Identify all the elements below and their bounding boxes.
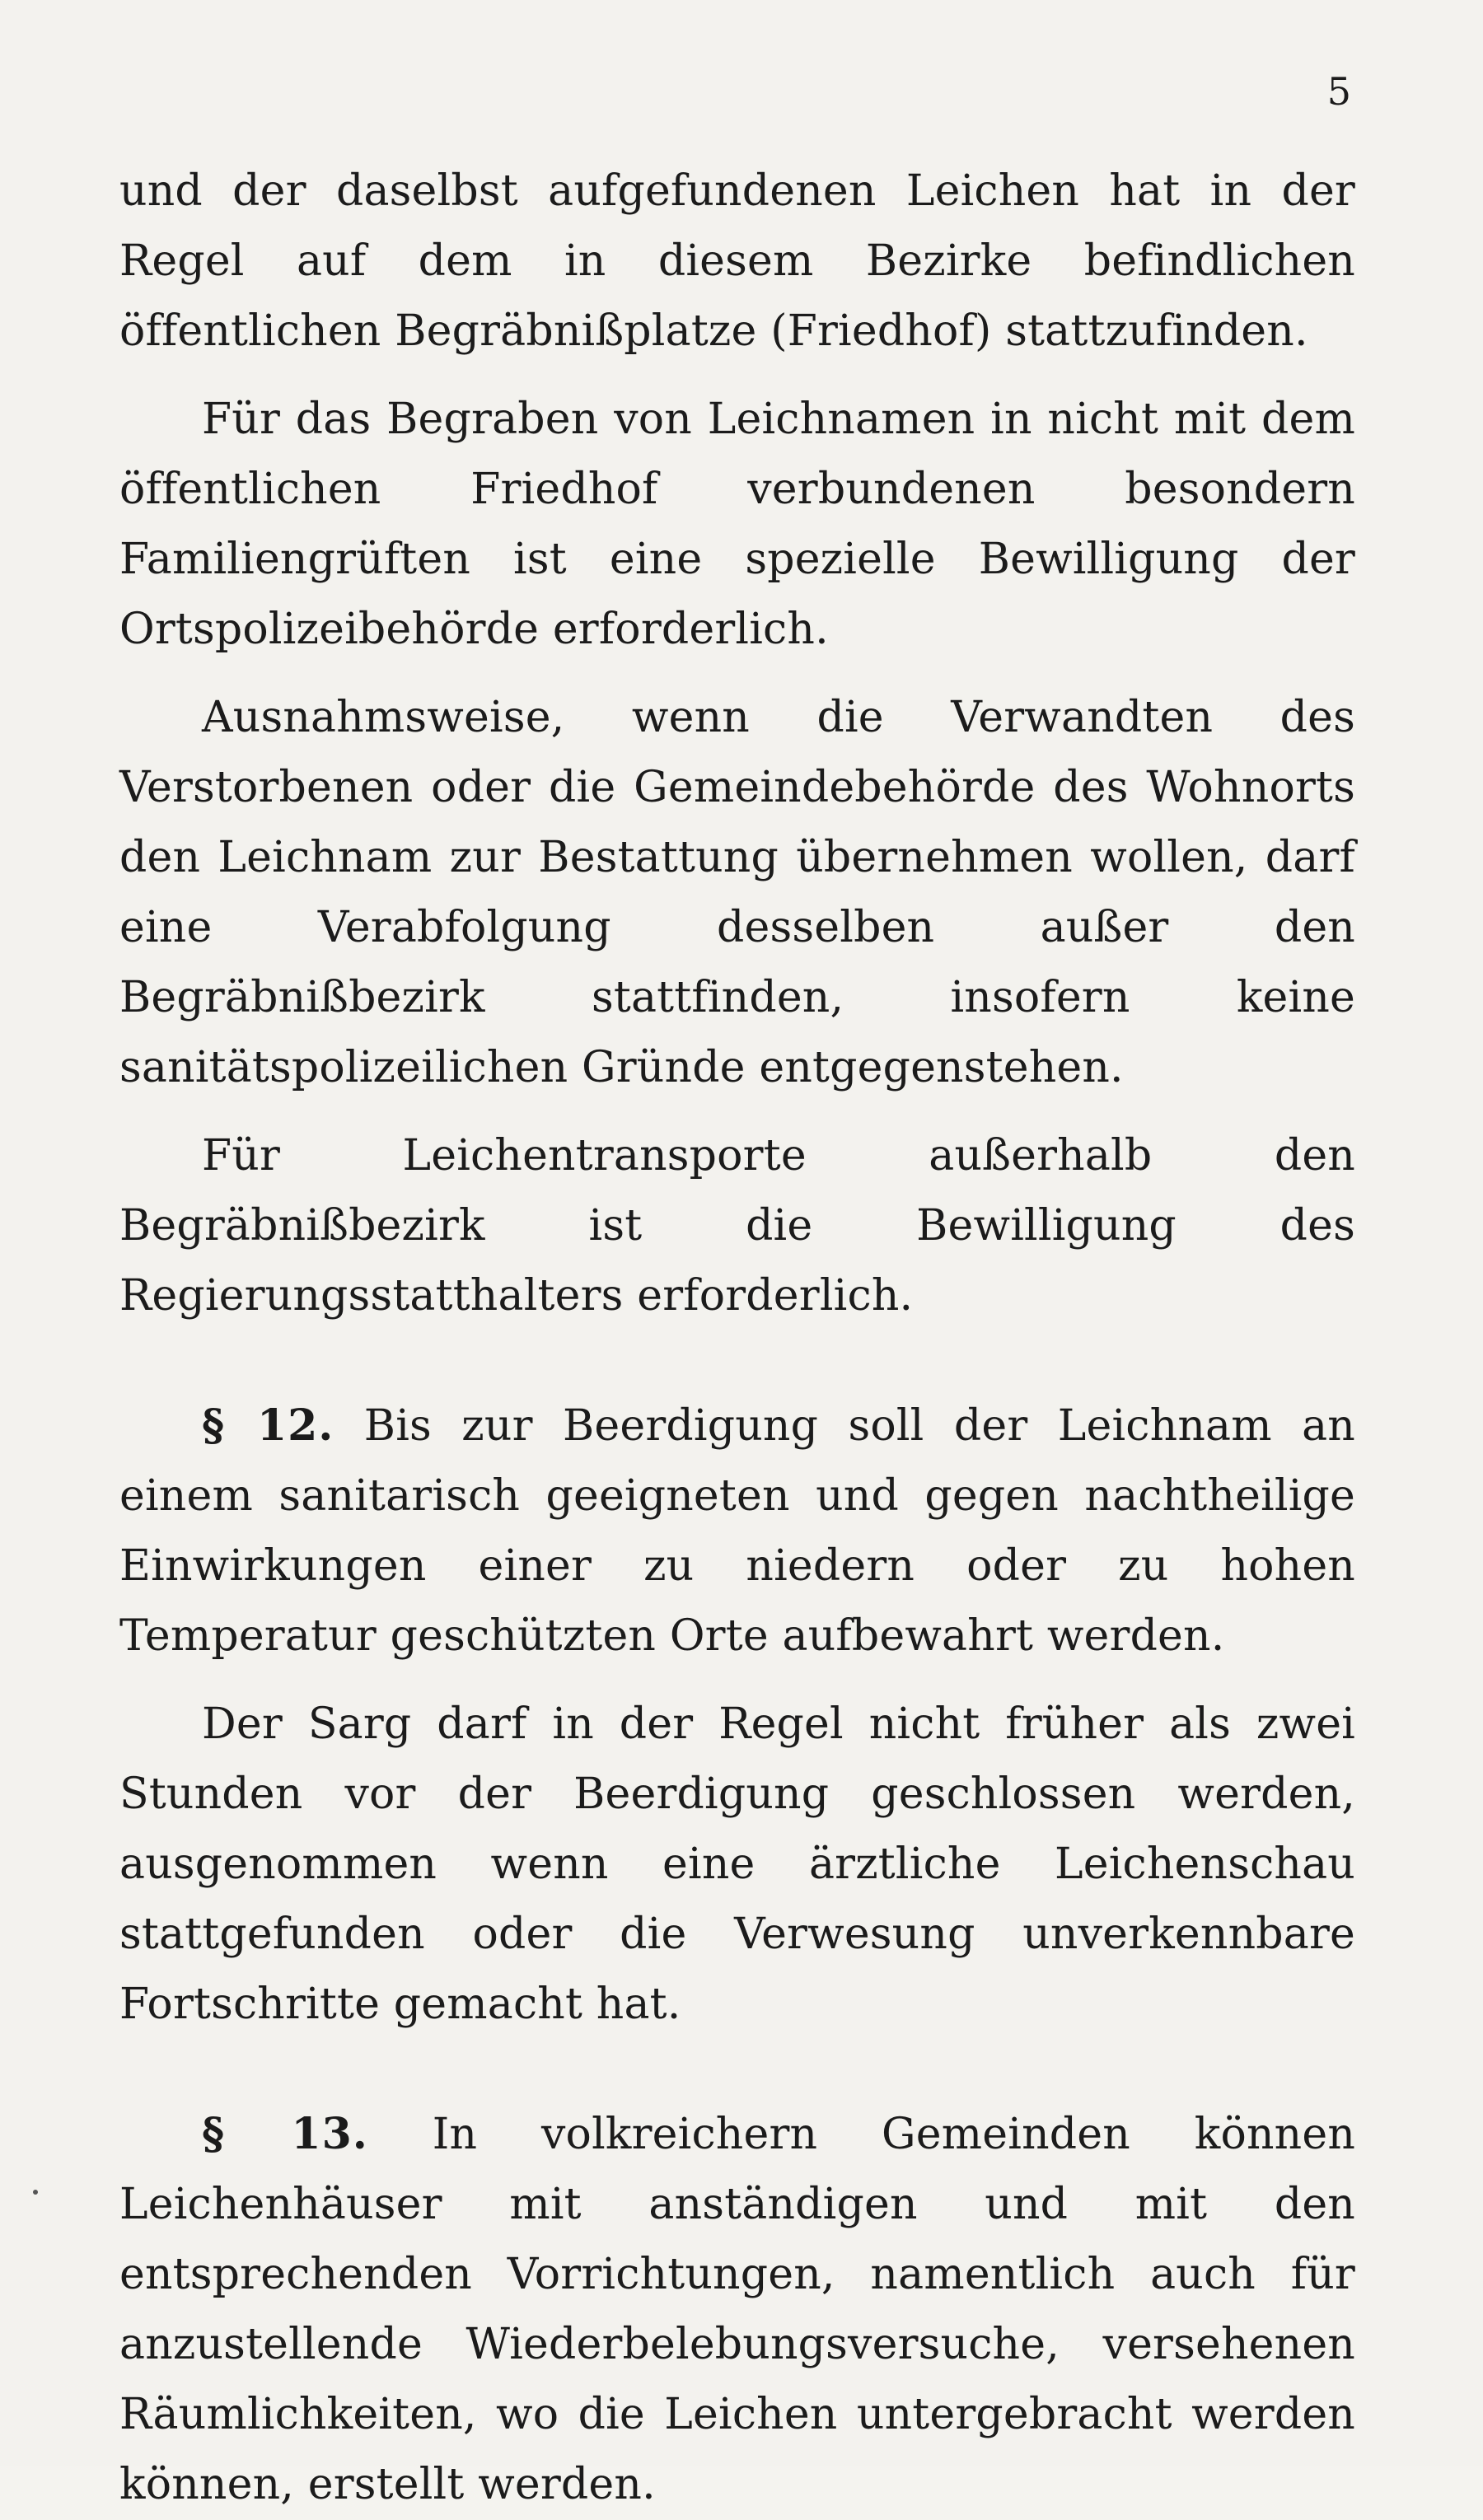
paragraph-4-text: Für Leichentransporte außerhalb den Begräbnißbezirk ist die Bewilligung des Regierungsstatthalters erforderlich. xyxy=(119,1131,1355,1321)
paragraph-2 xyxy=(119,385,1355,665)
page-number: 5 xyxy=(1326,69,1351,114)
paragraph-6 xyxy=(119,1690,1355,2040)
section-12-paragraph xyxy=(119,1391,1355,1671)
section-13-heading: § 13. xyxy=(202,2109,368,2159)
paragraph-2-text: Für das Begraben von Leichnamen in nicht mit dem öffentlichen Friedhof verbundenen besondern Familiengrüften ist eine spezielle Bewilligung der Ortspolizeibehörde erforderlich. xyxy=(119,395,1355,654)
paragraph-6-text: Der Sarg darf in der Regel nicht früher als zwei Stunden vor der Beerdigung geschlossen werden, ausgenommen wenn eine ärztliche Leichenschau stattgefunden oder die Verwesung unverkennbare Fortschritte gemacht hat. xyxy=(119,1699,1355,2029)
section-12-text: Bis zur Beerdigung soll der Leichnam an einem sanitarisch geeigneten und gegen nachtheilige Einwirkungen einer zu niedern oder zu hohen Temperatur geschützten Orte aufbewahrt werden. xyxy=(119,1401,1355,1661)
paragraph-1 xyxy=(119,157,1355,367)
paragraph-3-text: Ausnahmsweise, wenn die Verwandten des Verstorbenen oder die Gemeindebehörde des Wohnorts den Leichnam zur Bestattung übernehmen wollen, darf eine Verabfolgung desselben außer den Begräbnißbezirk stattfinden, insofern keine sanitätspolizeilichen Gründe entgegenstehen. xyxy=(119,693,1355,1092)
paragraph-1-text: und der daselbst aufgefundenen Leichen hat in der Regel auf dem in diesem Bezirke befindlichen öffentlichen Begräbnißplatze (Friedhof) stattzufinden. xyxy=(119,166,1355,356)
paragraph-3 xyxy=(119,683,1355,1103)
paragraph-4 xyxy=(119,1121,1355,1331)
section-13-paragraph xyxy=(119,2099,1355,2520)
margin-dot xyxy=(33,2190,38,2195)
body-text xyxy=(119,157,1355,2520)
section-13-text: In volkreichern Gemeinden können Leichenhäuser mit anständigen und mit den entsprechenden Vorrichtungen, namentlich auch für anzustellende Wiederbelebungsversuche, versehenen Räumlichkeiten, wo die Leichen untergebracht werden können, erstellt werden. xyxy=(119,2110,1356,2509)
section-12-heading: § 12. xyxy=(202,1400,334,1451)
